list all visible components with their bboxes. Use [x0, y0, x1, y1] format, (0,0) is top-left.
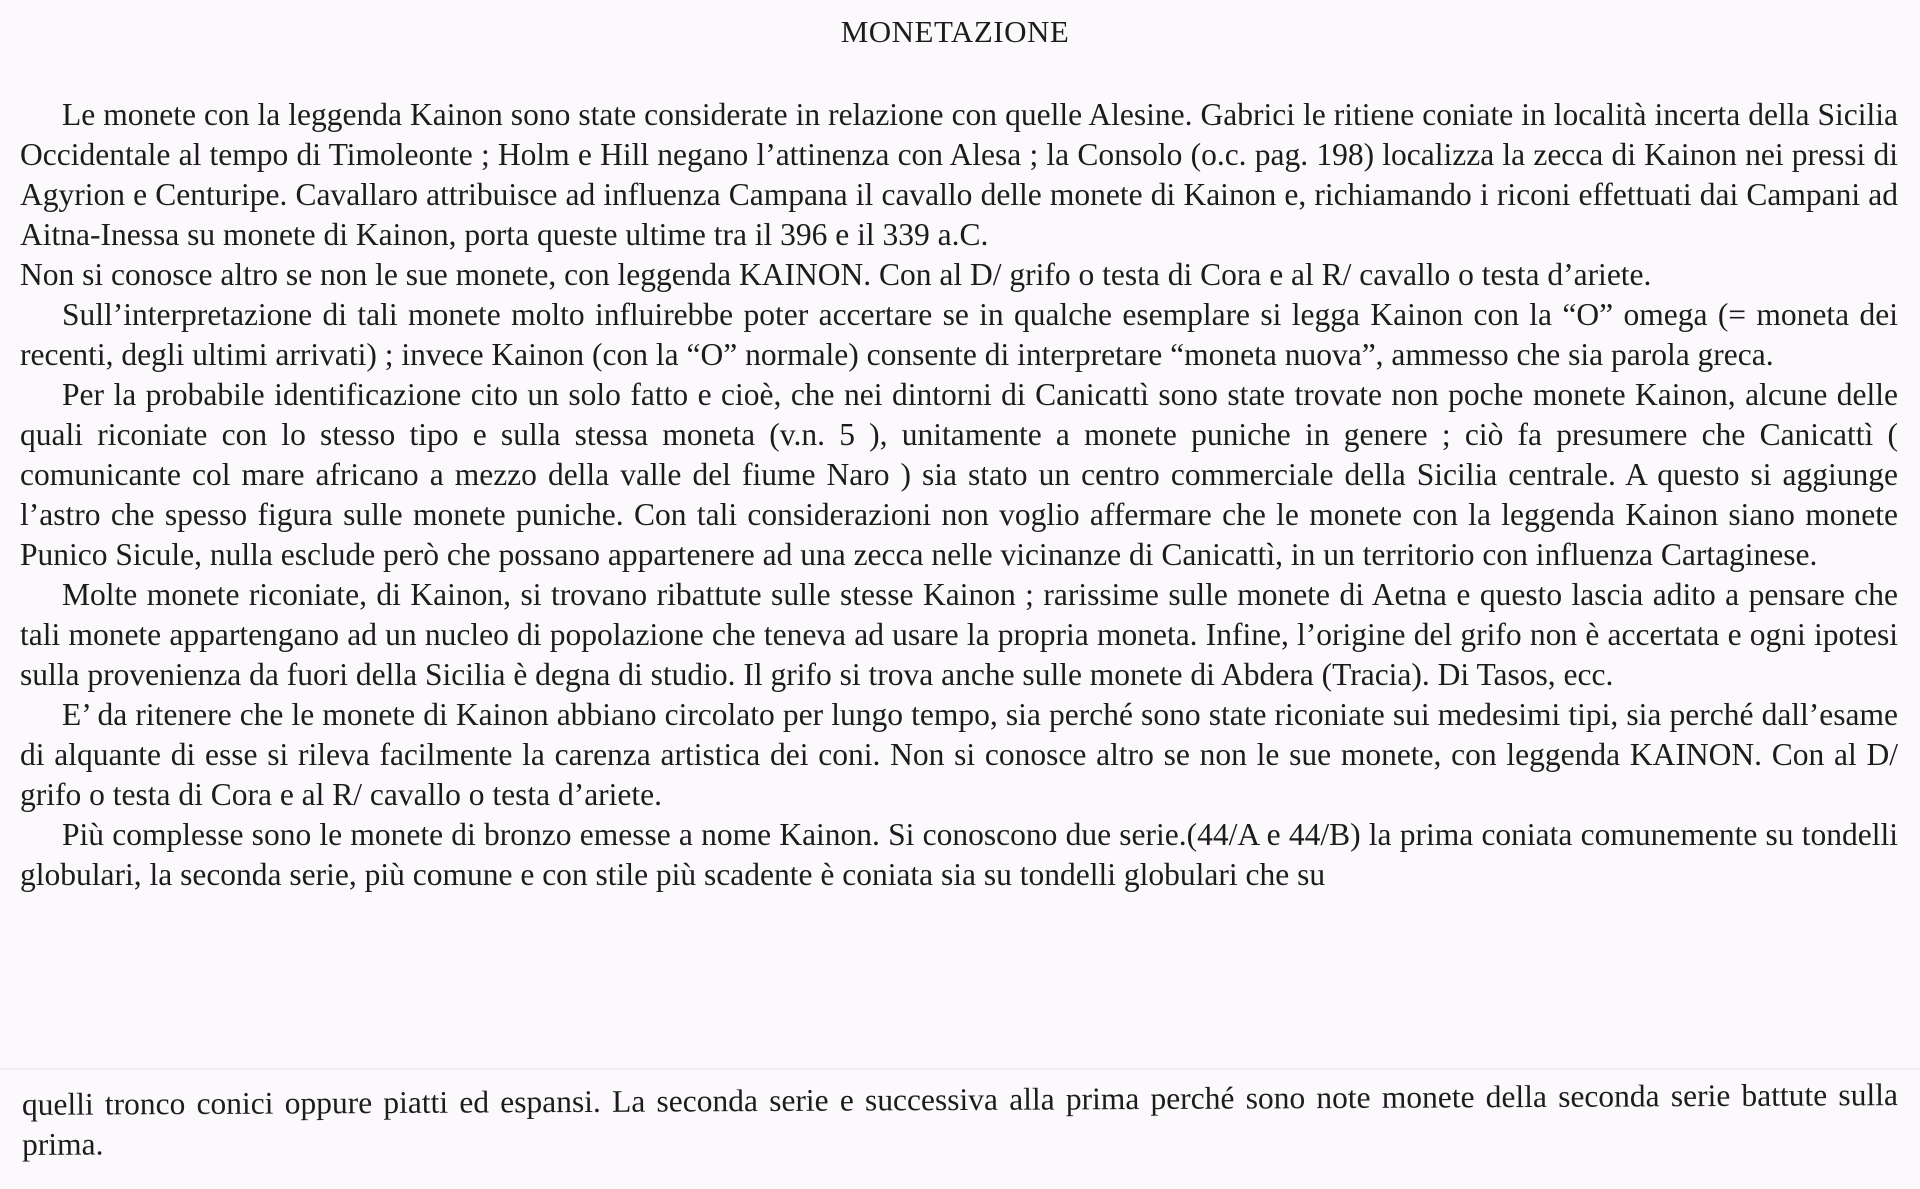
- paragraph-3: Sull’interpretazione di tali monete molto influirebbe poter accertare se in qualche esemplare si legga Kainon con la “O” omega (= moneta dei recenti, degli ultimi arrivati) ; invece Kainon (con la “O” normale) consente di interpretare “moneta nuova”, ammesso che sia parola greca.: [20, 297, 1898, 372]
- paragraph-1: Le monete con la leggenda Kainon sono state considerate in relazione con quelle Alesine. Gabrici le ritiene coniate in località incerta della Sicilia Occidentale al tempo di Timoleonte ; Holm e Hill negano l’attinenza con Alesa ; la Consolo (o.c. pag. 198) localizza la zecca di Kainon nei pressi di Agyrion e Centuripe. Cavallaro attribuisce ad influenza Campana il cavallo delle monete di Kainon e, richiamando i riconi effettuati dai Campani ad Aitna-Inessa su monete di Kainon, porta queste ultime tra il 396 e il 339 a.C.: [20, 97, 1898, 252]
- document-body: [20, 95, 1898, 895]
- paragraph-7: Più complesse sono le monete di bronzo emesse a nome Kainon. Si conoscono due serie.(44/A e 44/B) la prima coniata comunemente su tondelli globulari, la seconda serie, più comune e con stile più scadente è coniata sia su tondelli globulari che su: [20, 817, 1898, 892]
- paragraph-6: E’ da ritenere che le monete di Kainon abbiano circolato per lungo tempo, sia perché sono state riconiate sui medesimi tipi, sia perché dall’esame di alquante di esse si rileva facilmente la carenza artistica dei coni. Non si conosce altro se non le sue monete, con leggenda KAINON. Con al D/ grifo o testa di Cora e al R/ cavallo o testa d’ariete.: [20, 697, 1898, 812]
- scan-seam: [0, 1068, 1920, 1070]
- continuation-block: [22, 1075, 1898, 1165]
- paragraph-2: Non si conosce altro se non le sue monete, con leggenda KAINON. Con al D/ grifo o testa di Cora e al R/ cavallo o testa d’ariete.: [20, 257, 1652, 292]
- paragraph-7-continuation: quelli tronco conici oppure piatti ed espansi. La seconda serie e successiva alla prima perché sono note monete della seconda serie battute sulla prima.: [21, 1077, 1898, 1162]
- paragraph-4: Per la probabile identificazione cito un solo fatto e cioè, che nei dintorni di Canicattì sono state trovate non poche monete Kainon, alcune delle quali riconiate con lo stesso tipo e sulla stessa moneta (v.n. 5 ), unitamente a monete puniche in genere ; ciò fa presumere che Canicattì ( comunicante col mare africano a mezzo della valle del fiume Naro ) sia stato un centro commerciale della Sicilia centrale. A questo si aggiunge l’astro che spesso figura sulle monete puniche. Con tali considerazioni non voglio affermare che le monete con la leggenda Kainon siano monete Punico Sicule, nulla esclude però che possano appartenere ad una zecca nelle vicinanze di Canicattì, in un territorio con influenza Cartaginese.: [20, 377, 1898, 572]
- page-title: MONETAZIONE: [840, 14, 1070, 49]
- paragraph-5: Molte monete riconiate, di Kainon, si trovano ribattute sulle stesse Kainon ; rarissime sulle monete di Aetna e questo lascia adito a pensare che tali monete appartengano ad un nucleo di popolazione che teneva ad usare la propria moneta. Infine, l’origine del grifo non è accertata e ogni ipotesi sulla provenienza da fuori della Sicilia è degna di studio. Il grifo si trova anche sulle monete di Abdera (Tracia). Di Tasos, ecc.: [20, 577, 1898, 692]
